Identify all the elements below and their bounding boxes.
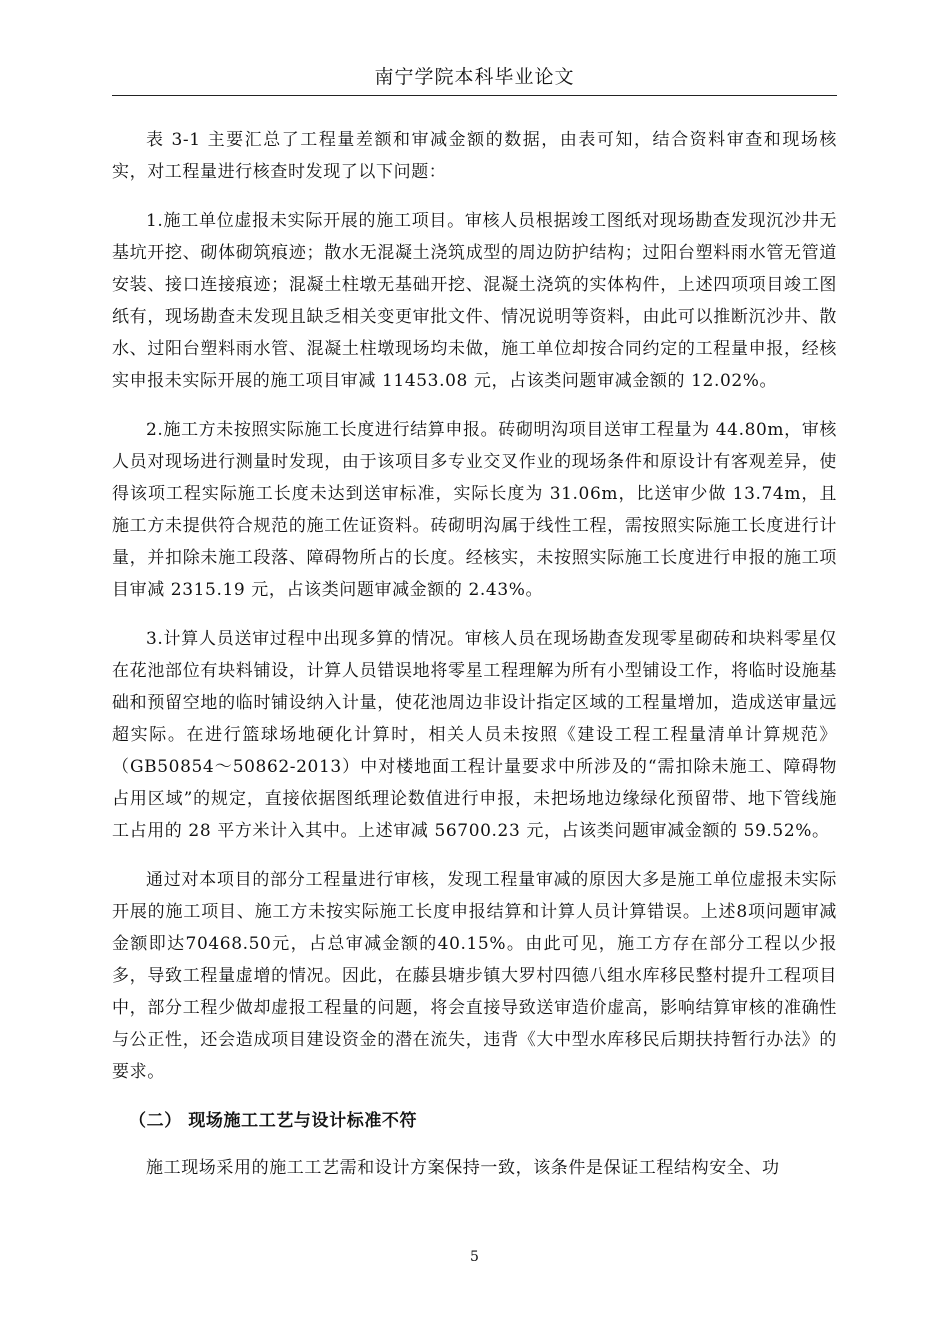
paragraph-issue-1: 1.施工单位虚报未实际开展的施工项目。审核人员根据竣工图纸对现场勘查发现沉沙井无基坑开挖、砌体砌筑痕迹；散水无混凝土浇筑成型的周边防护结构；过阳台塑料雨水管无管道安装、接口连接痕迹；混凝土柱墩无基础开挖、混凝土浇筑的实体构件，上述四项项目竣工图纸有，现场勘查未发现且缺乏相关变更审批文件、情况说明等资料，由此可以推断沉沙井、散水、过阳台塑料雨水管、混凝土柱墩现场均未做，施工单位却按合同约定的工程量申报，经核实申报未实际开展的施工项目审减 11453.08 元，占该类问题审减金额的 12.02%。: [112, 211, 837, 391]
paragraph-issue-2: 2.施工方未按照实际施工长度进行结算申报。砖砌明沟项目送审工程量为 44.80m，审核人员对现场进行测量时发现，由于该项目多专业交叉作业的现场条件和原设计有客观差异，使得该项工程实际施工长度未达到送审标准，实际长度为 31.06m，比送审少做 13.74m，且施工方未提供符合规范的施工佐证资料。砖砌明沟属于线性工程，需按照实际施工长度进行计量，并扣除未施工段落、障碍物所占的长度。经核实，未按照实际施工长度进行申报的施工项目审减 2315.19 元，占该类问题审减金额的 2.43%。: [112, 420, 837, 600]
paragraph-conclusion: 通过对本项目的部分工程量进行审核，发现工程量审减的原因大多是施工单位虚报未实际开展的施工项目、施工方未按实际施工长度申报结算和计算人员计算错误。上述8项问题审减金额即达70468.50元，占总审减金额的40.15%。由此可见，施工方存在部分工程以少报多，导致工程量虚增的情况。因此，在藤县塘步镇大罗村四德八组水库移民整村提升工程项目中，部分工程少做却虚报工程量的问题，将会直接导致送审造价虚高，影响结算审核的准确性与公正性，还会造成项目建设资金的潜在流失，违背《大中型水库移民后期扶持暂行办法》的要求。: [112, 870, 837, 1082]
paragraph-section-intro: 施工现场采用的施工工艺需和设计方案保持一致，该条件是保证工程结构安全、功: [146, 1158, 780, 1178]
header-divider: [112, 95, 837, 96]
page-header-title: 南宁学院本科毕业论文: [374, 66, 575, 88]
document-body: [112, 124, 837, 1201]
paragraph-issue-3: 3.计算人员送审过程中出现多算的情况。审核人员在现场勘查发现零星砌砖和块料零星仅在花池部位有块料铺设，计算人员错误地将零星工程理解为所有小型铺设工作，将临时设施基础和预留空地的临时铺设纳入计量，使花池周边非设计指定区域的工程量增加，造成送审量远超实际。在进行篮球场地硬化计算时，相关人员未按照《建设工程工程量清单计算规范》（GB50854～50862-2013）中对楼地面工程计量要求中所涉及的“需扣除未施工、障碍物占用区域”的规定，直接依据图纸理论数值进行申报，未把场地边缘绿化预留带、地下管线施工占用的 28 平方米计入其中。上述审减 56700.23 元，占该类问题审减金额的 59.52%。: [112, 629, 837, 841]
section-heading: （二） 现场施工工艺与设计标准不符: [129, 1111, 418, 1131]
paragraph-table-summary: 表 3-1 主要汇总了工程量差额和审减金额的数据，由表可知，结合资料审查和现场核实，对工程量进行核查时发现了以下问题：: [112, 130, 837, 182]
page-number: 5: [470, 1249, 479, 1265]
